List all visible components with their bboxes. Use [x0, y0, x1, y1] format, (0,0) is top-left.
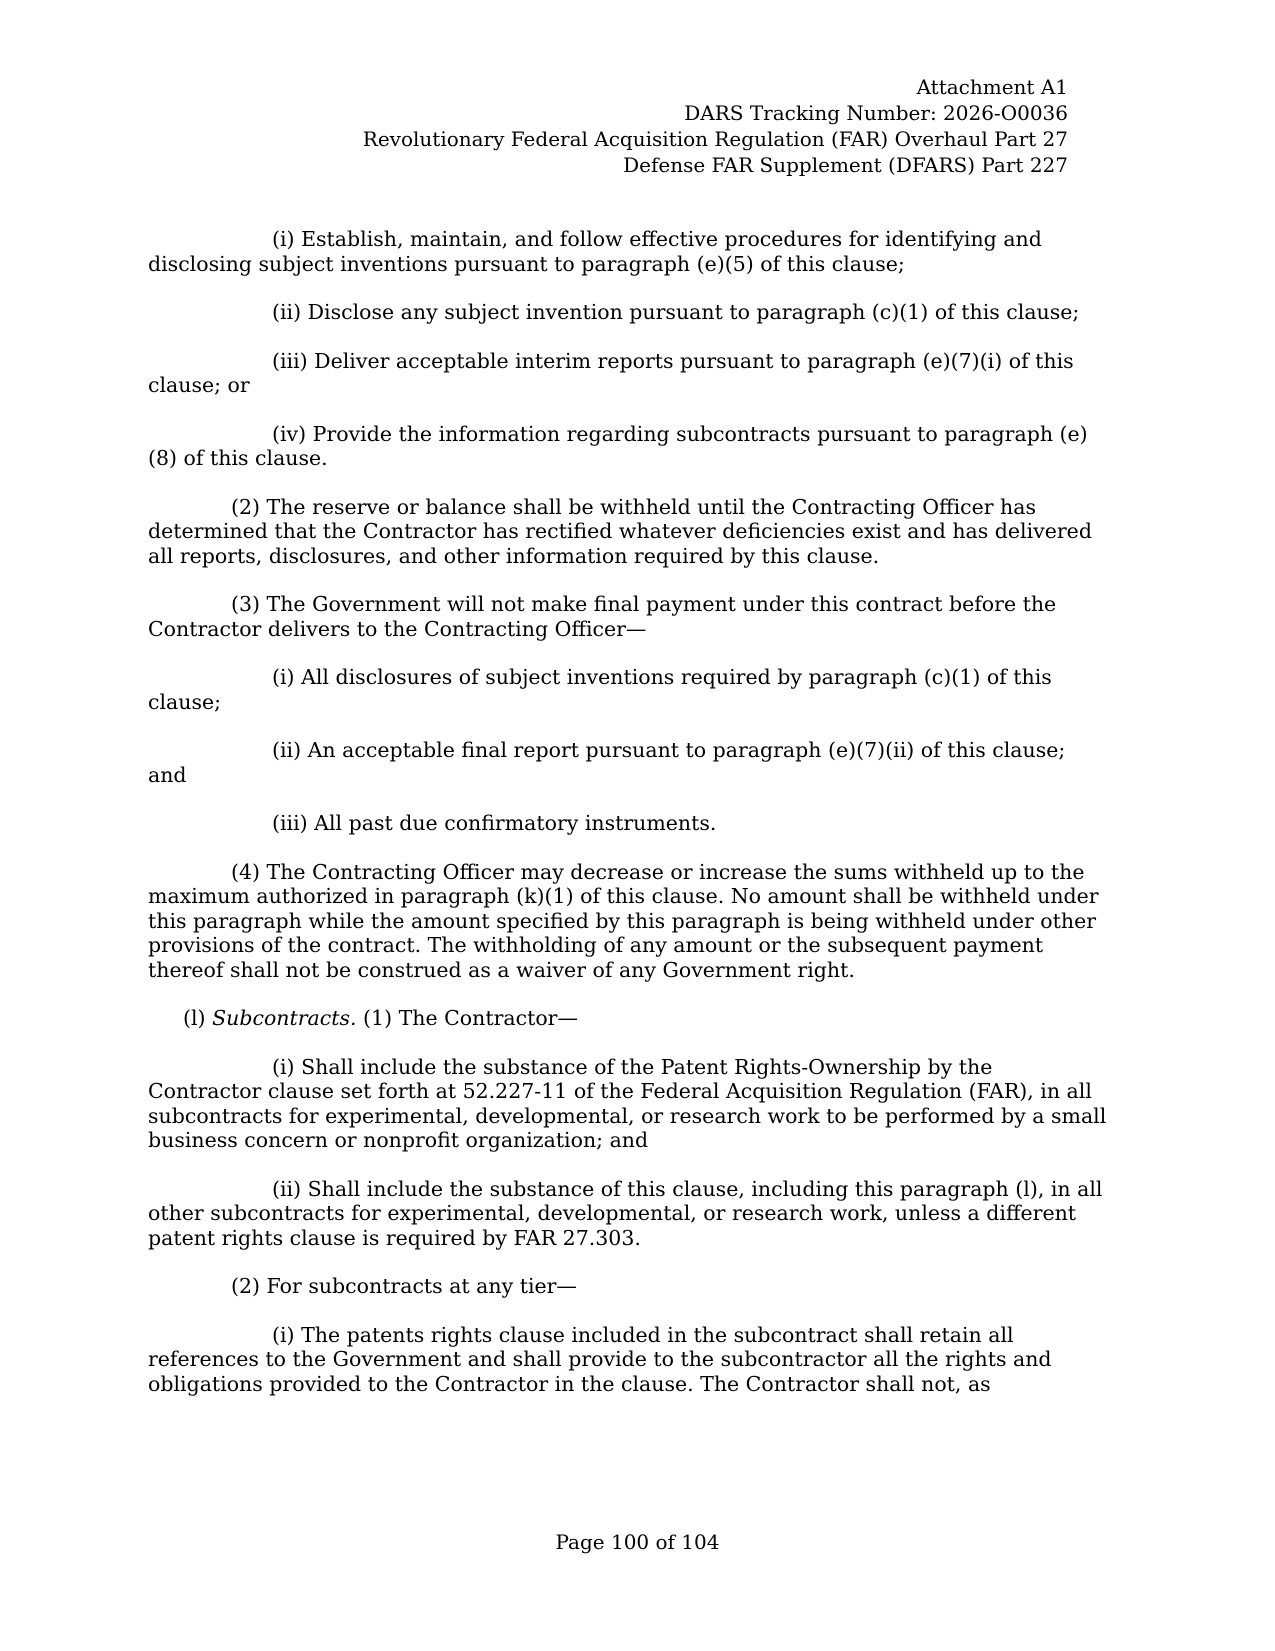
- paragraph-k3-ii: (ii) An acceptable final report pursuant to paragraph (e)(7)(ii) of this clause; and: [148, 738, 1066, 787]
- paragraph-l-label: (l): [183, 1006, 206, 1030]
- header-attachment: Attachment A1: [916, 75, 1068, 99]
- paragraph-l1-ii: (ii) Shall include the substance of this clause, including this paragraph (l), in all other subcontracts for experimental, developmental, or research work, unless a different patent rights clause is required by FAR 27.303.: [148, 1176, 1103, 1250]
- document-header: [363, 74, 1068, 178]
- paragraph-k3-iii: (iii) All past due confirmatory instruments.: [272, 811, 717, 835]
- paragraph-k4: (4) The Contracting Officer may decrease or increase the sums withheld up to the maximum authorized in paragraph (k)(1) of this clause. No amount shall be withheld under this paragraph while the amount specified by this paragraph is being withheld under other provisions of the contract. The withholding of any amount or the subsequent payment thereof shall not be construed as a waiver of any Government right.: [148, 859, 1099, 982]
- paragraph-k1-iii: (iii) Deliver acceptable interim reports pursuant to paragraph (e)(7)(i) of this clause; or: [148, 348, 1074, 397]
- header-far-part: Revolutionary Federal Acquisition Regulation (FAR) Overhaul Part 27: [362, 127, 1068, 151]
- paragraph-l1-i: (i) Shall include the substance of the Patent Rights-Ownership by the Contractor clause set forth at 52.227-11 of the Federal Acquisition Regulation (FAR), in all subcontracts for experimental, developmental, or research work to be performed by a small business concern or nonprofit organization; and: [148, 1054, 1107, 1152]
- page-number: Page 100 of 104: [555, 1530, 720, 1554]
- header-dfars-part: Defense FAR Supplement (DFARS) Part 227: [623, 153, 1068, 177]
- header-tracking-number: DARS Tracking Number: 2026-O0036: [684, 101, 1068, 125]
- paragraph-l-subcontracts: [148, 1006, 1108, 1031]
- paragraph-l2-i: (i) The patents rights clause included in the subcontract shall retain all references to the Government and shall provide to the subcontractor all the rights and obligations provided to the Contractor in the clause. The Contractor shall not, as: [148, 1322, 1052, 1396]
- paragraph-k3-i: (i) All disclosures of subject inventions required by paragraph (c)(1) of this clause;: [148, 665, 1052, 714]
- paragraph-l2: (2) For subcontracts at any tier—: [231, 1274, 577, 1298]
- paragraph-l1-intro: (1) The Contractor—: [363, 1006, 578, 1030]
- paragraph-k1-iv: (iv) Provide the information regarding subcontracts pursuant to paragraph (e)(8) of this clause.: [148, 421, 1088, 470]
- paragraph-k2: (2) The reserve or balance shall be withheld until the Contracting Officer has determined that the Contractor has rectified whatever deficiencies exist and has delivered all reports, disclosures, and other information required by this clause.: [148, 494, 1092, 568]
- paragraph-k1-i: (i) Establish, maintain, and follow effective procedures for identifying and disclosing subject inventions pursuant to paragraph (e)(5) of this clause;: [148, 227, 1042, 276]
- paragraph-l-heading: Subcontracts.: [212, 1006, 357, 1030]
- paragraph-k3: (3) The Government will not make final payment under this contract before the Contractor delivers to the Contracting Officer—: [148, 592, 1057, 641]
- document-body: [148, 227, 1108, 1420]
- paragraph-k1-ii: (ii) Disclose any subject invention pursuant to paragraph (c)(1) of this clause;: [272, 300, 1080, 324]
